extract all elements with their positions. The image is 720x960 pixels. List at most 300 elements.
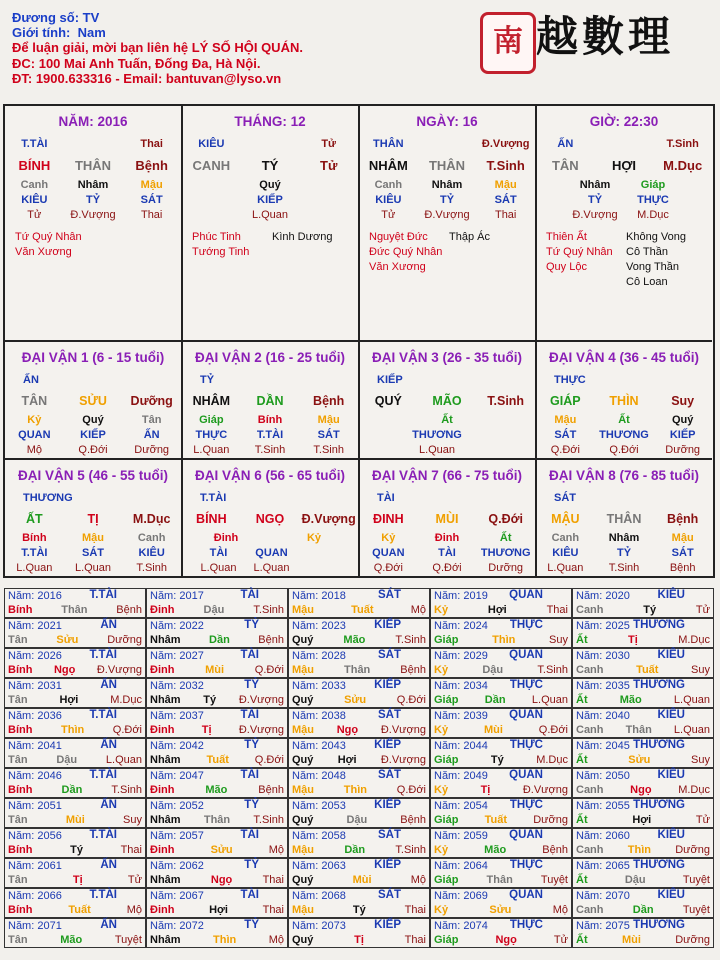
year-stem: Canh bbox=[576, 604, 604, 616]
year-god: TÀI bbox=[240, 649, 259, 661]
year-branch: Dần bbox=[344, 844, 366, 856]
hidden-stems-row bbox=[359, 532, 535, 544]
year-label: Năm: 2038 bbox=[292, 710, 346, 722]
year-branch: Mão bbox=[343, 634, 366, 646]
year-branch: Hợi bbox=[337, 754, 357, 766]
year-stage: Mộ bbox=[268, 844, 284, 856]
year-branch: Mão bbox=[484, 844, 507, 856]
hidden-god: QUAN bbox=[372, 547, 405, 559]
hidden-stem: Quý bbox=[259, 179, 281, 191]
pillar-god-stage: T.Sinh bbox=[666, 138, 699, 150]
hidden-god: TÀI bbox=[209, 547, 228, 559]
year-label: Năm: 2024 bbox=[434, 620, 488, 632]
year-cell bbox=[572, 768, 714, 798]
year-cell bbox=[288, 618, 430, 648]
year-label: Năm: 2044 bbox=[434, 740, 488, 752]
year-label: Năm: 2070 bbox=[576, 890, 630, 902]
good-star: Tứ Quý Nhân bbox=[15, 231, 82, 243]
dai-van-title: ĐẠI VẬN 3 (26 - 35 tuổi) bbox=[371, 350, 523, 365]
hidden-god: THƯƠNG bbox=[599, 429, 649, 441]
hidden-god: TỶ bbox=[85, 194, 101, 206]
year-stem: Tân bbox=[8, 934, 28, 946]
year-branch: Hợi bbox=[59, 694, 79, 706]
year-god: T.TÀI bbox=[89, 649, 117, 661]
hidden-god: KIÊU bbox=[21, 194, 48, 206]
year-stage: Mộ bbox=[126, 904, 142, 916]
year-cell bbox=[288, 918, 430, 948]
hidden-god: T.TÀI bbox=[21, 547, 48, 559]
year-pillar-row bbox=[8, 724, 142, 736]
dai-van-god: T.TÀI bbox=[200, 492, 227, 504]
year-stem: Bính bbox=[8, 904, 33, 916]
year-god: ẤN bbox=[100, 739, 117, 751]
year-cell bbox=[288, 888, 430, 918]
year-cell bbox=[146, 678, 288, 708]
year-branch: Dậu bbox=[56, 754, 78, 766]
year-label: Năm: 2018 bbox=[292, 590, 346, 602]
year-branch: Thân bbox=[625, 724, 652, 736]
hidden-god: KIẾP bbox=[80, 429, 106, 441]
earthly-branch: THÌN bbox=[609, 394, 639, 408]
year-stem: Nhâm bbox=[150, 814, 181, 826]
dai-van-cell bbox=[5, 460, 183, 576]
hidden-stage: Tử bbox=[27, 209, 42, 221]
year-god: QUAN bbox=[509, 709, 543, 721]
hidden-god: SÁT bbox=[494, 194, 517, 206]
year-branch: Ngọ bbox=[495, 934, 517, 946]
year-cell bbox=[4, 588, 146, 618]
year-god: ẤN bbox=[100, 619, 117, 631]
year-cell bbox=[430, 738, 572, 768]
year-stem: Ất bbox=[576, 694, 588, 706]
hidden-stage: L.Quan bbox=[547, 562, 584, 574]
year-label: Năm: 2040 bbox=[576, 710, 630, 722]
hidden-god: SÁT bbox=[671, 547, 694, 559]
year-label: Năm: 2069 bbox=[434, 890, 488, 902]
earthly-branch: MÃO bbox=[432, 394, 462, 408]
year-stem: Mậu bbox=[292, 904, 314, 916]
year-stem: Quý bbox=[292, 874, 314, 886]
year-pillar-row bbox=[434, 784, 568, 796]
bad-star: Cô Thần bbox=[626, 246, 668, 258]
year-cell bbox=[146, 918, 288, 948]
year-branch: Mùi bbox=[65, 814, 85, 826]
hidden-gods-row bbox=[182, 429, 358, 441]
year-stage: M.Dục bbox=[110, 694, 142, 706]
year-stem: Đinh bbox=[150, 604, 175, 616]
year-pillar-row bbox=[292, 664, 426, 676]
year-stage: Mộ bbox=[410, 604, 426, 616]
hidden-gods-row bbox=[5, 429, 181, 441]
year-cell bbox=[572, 678, 714, 708]
year-stem: Đinh bbox=[150, 664, 175, 676]
life-stage: Q.Đới bbox=[488, 512, 523, 526]
year-stage: Tuyệt bbox=[114, 934, 142, 946]
earthly-branch: SỬU bbox=[79, 394, 107, 408]
year-branch: Ngọ bbox=[53, 664, 76, 676]
year-pillar-row bbox=[292, 604, 426, 616]
good-star: Văn Xương bbox=[15, 246, 72, 258]
year-label: Năm: 2067 bbox=[150, 890, 204, 902]
hidden-stage: Thai bbox=[140, 209, 163, 221]
year-stem: Quý bbox=[292, 754, 314, 766]
year-branch: Tị bbox=[72, 874, 83, 886]
pillar-cell bbox=[182, 106, 360, 342]
good-star: Nguyệt Đức bbox=[369, 231, 428, 243]
hidden-stem: Nhâm bbox=[608, 532, 640, 544]
year-pillar-row bbox=[576, 664, 710, 676]
hidden-god: KIẾP bbox=[257, 194, 283, 206]
life-stage: Đ.Vượng bbox=[301, 512, 356, 526]
year-god: KIẾP bbox=[374, 799, 401, 811]
year-stage: Bệnh bbox=[542, 844, 568, 856]
year-stage: Q.Đới bbox=[254, 754, 284, 766]
gender-label: Giới tính: bbox=[12, 25, 71, 41]
dai-van-main-row bbox=[536, 512, 712, 526]
hidden-gods-row bbox=[5, 194, 181, 206]
year-branch: Dần bbox=[484, 694, 506, 706]
dai-van-title: ĐẠI VẬN 5 (46 - 55 tuổi) bbox=[17, 468, 169, 483]
year-branch: Dần bbox=[209, 634, 230, 646]
red-seal-stamp: 南 bbox=[480, 12, 536, 74]
year-cell bbox=[4, 918, 146, 948]
year-pillar-row bbox=[150, 904, 284, 916]
year-label: Năm: 2062 bbox=[150, 860, 204, 872]
year-branch: Tị bbox=[628, 634, 638, 646]
year-stage: M.Dục bbox=[678, 634, 710, 646]
year-branch: Tuất bbox=[351, 604, 374, 616]
hidden-god: KIÊU bbox=[138, 547, 165, 559]
year-pillar-row bbox=[150, 784, 284, 796]
dai-van-main-row bbox=[359, 512, 535, 526]
year-pillar-row bbox=[150, 724, 284, 736]
year-pillar-row bbox=[576, 844, 710, 856]
year-stem: Quý bbox=[292, 694, 314, 706]
year-god: KIÊU bbox=[657, 829, 685, 841]
year-cell bbox=[4, 648, 146, 678]
year-cell bbox=[4, 888, 146, 918]
hidden-stem: Canh bbox=[551, 532, 580, 544]
year-god: THƯƠNG bbox=[633, 919, 685, 931]
year-god: TỶ bbox=[244, 619, 259, 631]
pillar-cell bbox=[536, 106, 712, 342]
hidden-stages-row bbox=[536, 562, 712, 574]
year-cell bbox=[146, 768, 288, 798]
year-cell bbox=[288, 738, 430, 768]
hidden-stem: Giáp bbox=[640, 179, 666, 191]
year-cell bbox=[4, 798, 146, 828]
year-stage: L.Quan bbox=[105, 754, 142, 766]
hidden-stem: Canh bbox=[20, 179, 49, 191]
year-stage: L.Quan bbox=[531, 694, 568, 706]
dai-van-cell bbox=[182, 342, 360, 460]
year-stem: Bính bbox=[8, 784, 33, 796]
hidden-stages-row bbox=[5, 444, 181, 456]
year-stem: Đinh bbox=[150, 724, 175, 736]
year-cell bbox=[572, 588, 714, 618]
year-label: Năm: 2020 bbox=[576, 590, 630, 602]
logo-text: 越數理 bbox=[536, 12, 675, 61]
year-god: KIÊU bbox=[657, 889, 685, 901]
dai-van-main-row bbox=[359, 394, 535, 408]
brand-logo bbox=[478, 6, 718, 76]
good-star: Quy Lộc bbox=[546, 261, 587, 273]
dai-van-main-row bbox=[5, 512, 181, 526]
hidden-stages-row bbox=[399, 444, 475, 456]
year-label: Năm: 2051 bbox=[8, 800, 62, 812]
year-god: ẤN bbox=[100, 679, 117, 691]
year-stem: Quý bbox=[292, 934, 314, 946]
hidden-stem: Ất bbox=[499, 532, 512, 544]
year-god: T.TÀI bbox=[89, 889, 117, 901]
year-stem: Quý bbox=[292, 814, 314, 826]
dai-van-main-row bbox=[5, 394, 181, 408]
life-stage: Bệnh bbox=[135, 158, 168, 173]
year-label: Năm: 2050 bbox=[576, 770, 630, 782]
year-cell bbox=[4, 828, 146, 858]
year-pillar-row bbox=[292, 634, 426, 646]
pillar-god-row bbox=[359, 138, 535, 150]
year-pillar-row bbox=[8, 844, 142, 856]
bad-star: Không Vong bbox=[626, 231, 686, 243]
year-label: Năm: 2025 bbox=[576, 620, 630, 632]
year-label: Năm: 2036 bbox=[8, 710, 62, 722]
year-stage: Tuyệt bbox=[540, 874, 568, 886]
address-line: ĐC: 100 Mai Anh Tuấn, Đống Đa, Hà Nội. bbox=[12, 55, 261, 71]
pillar-title: NGÀY: 16 bbox=[416, 114, 478, 129]
year-god: THỰC bbox=[509, 859, 543, 871]
year-pillar-row bbox=[434, 844, 568, 856]
year-pillar-row bbox=[292, 874, 426, 886]
year-pillar-row bbox=[576, 724, 710, 736]
year-label: Năm: 2045 bbox=[576, 740, 630, 752]
year-stem: Canh bbox=[576, 724, 604, 736]
year-stage: Mộ bbox=[552, 904, 568, 916]
year-pillar-row bbox=[8, 784, 142, 796]
year-stem: Mậu bbox=[292, 724, 314, 736]
year-cell bbox=[288, 768, 430, 798]
earthly-branch: THÂN bbox=[428, 158, 466, 173]
year-pillar-row bbox=[292, 934, 426, 946]
year-stage: Q.Đới bbox=[254, 664, 284, 676]
year-stage: Thai bbox=[404, 934, 426, 946]
contact-line: Để luận giải, mời bạn liên hệ LÝ SỐ HỘI QUÁN. bbox=[12, 40, 303, 56]
hidden-stage: T.Sinh bbox=[136, 562, 167, 574]
hidden-stage: Thai bbox=[494, 209, 517, 221]
year-cell bbox=[288, 858, 430, 888]
year-cell bbox=[430, 798, 572, 828]
year-god: THỰC bbox=[509, 919, 543, 931]
good-star: Đức Quý Nhân bbox=[369, 246, 443, 258]
year-label: Năm: 2072 bbox=[150, 920, 204, 932]
pillar-god-row bbox=[536, 138, 712, 150]
year-label: Năm: 2035 bbox=[576, 680, 630, 692]
year-stage: M.Dục bbox=[536, 754, 568, 766]
year-stem: Mậu bbox=[292, 844, 314, 856]
year-cell bbox=[572, 738, 714, 768]
year-stage: Đ.Vượng bbox=[238, 724, 284, 736]
hidden-gods-row bbox=[566, 194, 682, 206]
year-god: TÀI bbox=[240, 769, 259, 781]
year-branch: Dần bbox=[632, 904, 654, 916]
year-pillar-row bbox=[434, 754, 568, 766]
life-stage: T.Sinh bbox=[486, 158, 525, 173]
year-branch: Dậu bbox=[203, 604, 225, 616]
year-stage: L.Quan bbox=[673, 694, 710, 706]
hidden-stem: Quý bbox=[82, 414, 104, 426]
year-label: Năm: 2071 bbox=[8, 920, 62, 932]
year-god: THỰC bbox=[509, 799, 543, 811]
pillar-god-stage: Tử bbox=[321, 138, 337, 150]
dai-van-cell bbox=[359, 342, 537, 460]
hidden-stages-row bbox=[5, 562, 181, 574]
year-stage: Suy bbox=[123, 814, 142, 826]
dai-van-god: ẤN bbox=[23, 374, 39, 386]
year-god: QUAN bbox=[509, 889, 543, 901]
hidden-stems-row bbox=[5, 532, 181, 544]
year-stem: Kỷ bbox=[434, 724, 449, 736]
year-pillar-row bbox=[434, 724, 568, 736]
year-pillar-row bbox=[434, 694, 568, 706]
year-cell bbox=[572, 858, 714, 888]
hidden-stage: Mộ bbox=[26, 444, 42, 456]
year-stage: Mộ bbox=[268, 934, 284, 946]
year-pillar-row bbox=[150, 814, 284, 826]
year-label: Năm: 2021 bbox=[8, 620, 62, 632]
year-stem: Đinh bbox=[150, 904, 175, 916]
year-label: Năm: 2016 bbox=[8, 590, 62, 602]
year-branch: Mão bbox=[205, 784, 228, 796]
year-stage: T.Sinh bbox=[111, 784, 142, 796]
pillar-main-row bbox=[5, 158, 181, 173]
year-label: Năm: 2017 bbox=[150, 590, 204, 602]
year-stage: Q.Đới bbox=[396, 784, 426, 796]
year-pillar-row bbox=[8, 814, 142, 826]
year-branch: Ngọ bbox=[336, 724, 359, 736]
year-stage: Thai bbox=[546, 604, 568, 616]
year-pillar-row bbox=[150, 634, 284, 646]
year-stage: Đ.Vượng bbox=[96, 664, 142, 676]
hidden-stage: Tử bbox=[381, 209, 396, 221]
heavenly-stem: BÍNH bbox=[196, 512, 227, 526]
hidden-stem: Đinh bbox=[213, 532, 239, 544]
good-star: Tứ Quý Nhân bbox=[546, 246, 613, 258]
year-god: KIẾP bbox=[374, 859, 401, 871]
hidden-stages-row bbox=[566, 209, 682, 221]
hidden-gods-row bbox=[359, 547, 535, 559]
pillar-cell bbox=[5, 106, 183, 342]
year-branch: Ngọ bbox=[210, 874, 233, 886]
dai-van-cell bbox=[182, 460, 360, 576]
year-label: Năm: 2058 bbox=[292, 830, 346, 842]
hidden-god: SÁT bbox=[554, 429, 577, 441]
year-pillar-row bbox=[150, 754, 284, 766]
year-pillar-row bbox=[576, 754, 710, 766]
year-stem: Bính bbox=[8, 724, 33, 736]
bad-star: Vong Thần bbox=[626, 261, 680, 273]
year-branch: Thân bbox=[344, 664, 371, 676]
hidden-stem: Ất bbox=[618, 414, 630, 426]
hidden-stage: Q.Đới bbox=[78, 444, 108, 456]
year-branch: Sửu bbox=[56, 634, 79, 646]
year-cell bbox=[572, 918, 714, 948]
year-god: T.TÀI bbox=[89, 829, 117, 841]
year-stem: Canh bbox=[576, 844, 604, 856]
hidden-god: SÁT bbox=[317, 429, 340, 441]
year-cell bbox=[146, 858, 288, 888]
hidden-stems-row bbox=[5, 414, 181, 426]
year-branch: Tuất bbox=[484, 814, 508, 826]
year-stage: Thai bbox=[404, 904, 426, 916]
year-label: Năm: 2026 bbox=[8, 650, 62, 662]
year-god: TÀI bbox=[240, 889, 259, 901]
year-stage: Suy bbox=[691, 664, 710, 676]
year-god: ẤN bbox=[100, 799, 117, 811]
hidden-god: QUAN bbox=[255, 547, 288, 559]
hidden-god: TÀI bbox=[438, 547, 456, 559]
year-pillar-row bbox=[576, 634, 710, 646]
year-branch: Sửu bbox=[628, 754, 651, 766]
year-cell bbox=[288, 588, 430, 618]
year-cell bbox=[572, 648, 714, 678]
hidden-god: THƯƠNG bbox=[480, 547, 531, 559]
year-branch: Tuất bbox=[206, 754, 229, 766]
year-stage: Tử bbox=[127, 874, 142, 886]
hidden-stem: Mậu bbox=[554, 414, 577, 426]
year-branch: Thìn bbox=[627, 844, 651, 856]
year-god: TÀI bbox=[240, 829, 259, 841]
year-label: Năm: 2037 bbox=[150, 710, 204, 722]
year-pillar-row bbox=[576, 784, 710, 796]
year-pillar-row bbox=[8, 664, 142, 676]
dai-van-god: TÀI bbox=[377, 492, 395, 504]
year-label: Năm: 2041 bbox=[8, 740, 62, 752]
life-stage: Bệnh bbox=[313, 394, 345, 408]
year-cell bbox=[288, 708, 430, 738]
year-cell bbox=[572, 798, 714, 828]
year-pillar-row bbox=[8, 604, 142, 616]
dai-van-god: SÁT bbox=[554, 492, 576, 504]
year-pillar-row bbox=[150, 934, 284, 946]
year-pillar-row bbox=[434, 634, 568, 646]
year-label: Năm: 2022 bbox=[150, 620, 204, 632]
year-label: Năm: 2066 bbox=[8, 890, 62, 902]
year-branch: Mùi bbox=[483, 724, 503, 736]
dai-van-god: TỶ bbox=[200, 374, 215, 386]
year-branch: Tý bbox=[203, 694, 217, 706]
dai-van-title: ĐẠI VẬN 6 (56 - 65 tuổi) bbox=[194, 468, 346, 483]
hidden-stem: Quý bbox=[671, 414, 694, 426]
year-branch: Tý bbox=[352, 904, 366, 916]
year-stage: Thai bbox=[262, 904, 284, 916]
year-label: Năm: 2068 bbox=[292, 890, 346, 902]
year-cell bbox=[4, 618, 146, 648]
year-stage: Bệnh bbox=[400, 814, 426, 826]
year-stem: Nhâm bbox=[150, 754, 181, 766]
year-label: Năm: 2053 bbox=[292, 800, 346, 812]
header-info bbox=[12, 10, 303, 86]
heavenly-stem: NHÂM bbox=[192, 394, 231, 408]
phone-email-line: ĐT: 1900.633316 - Email: bantuvan@lyso.vn bbox=[12, 70, 282, 86]
life-stage: M.Dục bbox=[663, 158, 703, 173]
earthly-branch: DẦN bbox=[256, 394, 284, 408]
year-god: KIÊU bbox=[657, 769, 685, 781]
year-stage: L.Quan bbox=[673, 724, 710, 736]
pillar-cell bbox=[359, 106, 537, 342]
hidden-god: T.TÀI bbox=[256, 429, 284, 441]
dai-van-main-row bbox=[182, 394, 358, 408]
hidden-stem: Kỷ bbox=[381, 532, 396, 544]
